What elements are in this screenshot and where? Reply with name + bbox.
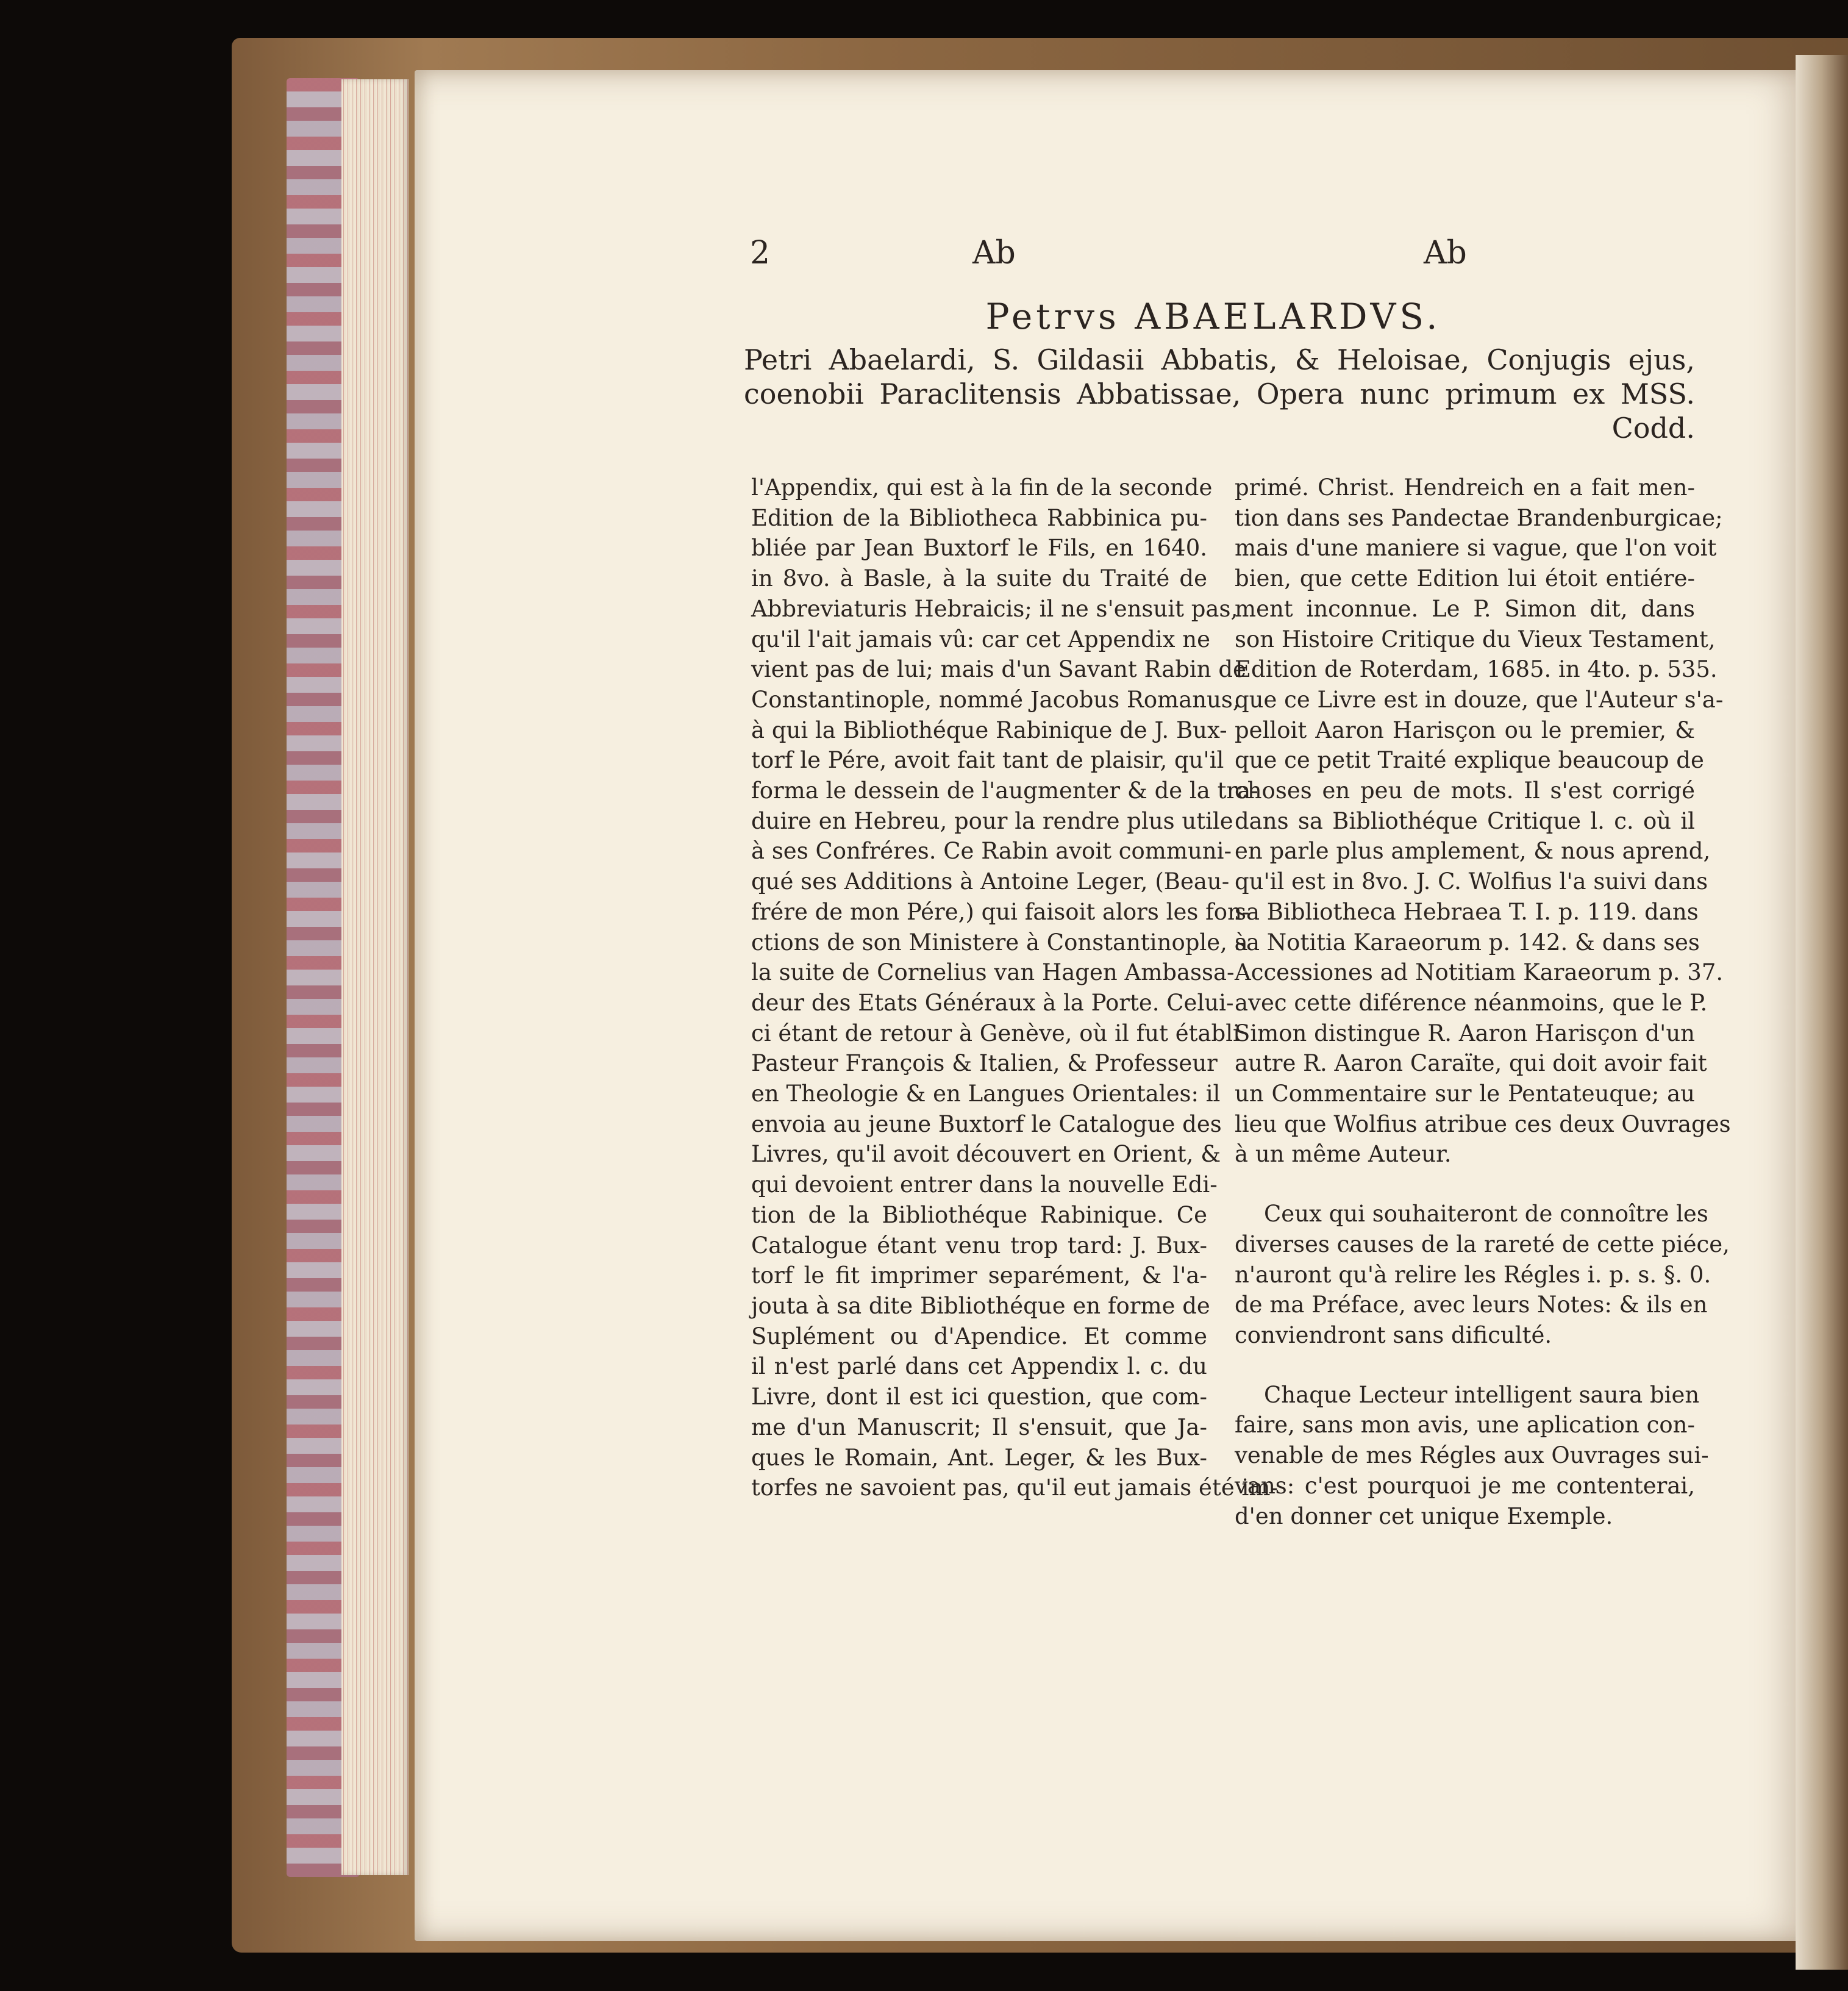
text-line: que ce Livre est in douze, que l'Auteur s'a- (1235, 686, 1724, 713)
text-line: jouta à sa dite Bibliothéque en forme de (751, 1292, 1210, 1319)
text-line: choses en peu de mots. Il s'est corrigé (1235, 777, 1695, 804)
text-line: à un même Auteur. (1235, 1141, 1452, 1168)
text-line: ci étant de retour à Genève, où il fut établi (751, 1020, 1240, 1046)
text-line: que ce petit Traité explique beaucoup de (1235, 747, 1704, 774)
text-line: qué ses Additions à Antoine Leger, (Beau- (751, 868, 1230, 895)
text-line: frére de mon Pére,) qui faisoit alors les fon- (751, 898, 1250, 925)
text-line: Ceux qui souhaiteront de connoître les (1264, 1201, 1708, 1228)
text-line: in 8vo. à Basle, à la suite du Traité de (751, 565, 1207, 592)
text-line: duire en Hebreu, pour la rendre plus utile (751, 807, 1233, 834)
text-line: en Theologie & en Langues Orientales: il (751, 1081, 1221, 1107)
text-line: Accessiones ad Notitiam Karaeorum p. 37. (1235, 959, 1724, 986)
page-number: 2 (750, 235, 771, 271)
text-line: lieu que Wolfius atribue ces deux Ouvrages (1235, 1110, 1731, 1137)
text-line: en parle plus amplement, & nous aprend, (1235, 838, 1711, 865)
text-line: sa Notitia Karaeorum p. 142. & dans ses (1235, 929, 1700, 956)
text-line: d'en donner cet unique Exemple. (1235, 1503, 1613, 1529)
text-line: sa Bibliotheca Hebraea T. I. p. 119. dans (1235, 898, 1699, 925)
running-head-right: Ab (1424, 235, 1467, 271)
text-line: torfes ne savoient pas, qu'il eut jamais été im- (751, 1474, 1278, 1501)
text-line: Abbreviaturis Hebraicis; il ne s'ensuit pas, (751, 595, 1238, 622)
text-line: son Histoire Critique du Vieux Testament, (1235, 626, 1716, 652)
text-line: vans: c'est pourquoi je me contenterai, (1235, 1472, 1695, 1499)
page-edges (341, 79, 408, 1875)
text-line: pelloit Aaron Harisçon ou le premier, & (1235, 717, 1695, 743)
text-line: la suite de Cornelius van Hagen Ambassa- (751, 959, 1235, 986)
text-line: à qui la Bibliothéque Rabinique de J. Bux- (751, 717, 1227, 743)
text-line: faire, sans mon avis, une aplication con- (1235, 1412, 1695, 1439)
text-column-right (1235, 473, 1731, 1531)
text-line: à ses Confréres. Ce Rabin avoit communi- (751, 838, 1232, 865)
entry-subtitle: Petri Abaelardi, S. Gildasii Abbatis, & Heloisae, Conjugis ejus, coenobii Paraclitensis Abbatissae, Opera nunc primum ex MSS. Codd. (744, 343, 1695, 445)
text-line: de ma Préface, avec leurs Notes: & ils en (1235, 1292, 1708, 1318)
text-line: envoia au jeune Buxtorf le Catalogue des (751, 1110, 1222, 1137)
text-line: torf le Pére, avoit fait tant de plaisir, qu'il (751, 747, 1224, 774)
text-line: diverses causes de la rareté de cette piéce, (1235, 1231, 1730, 1257)
text-line: un Commentaire sur le Pentateuque; au (1235, 1081, 1695, 1107)
text-line: venable de mes Régles aux Ouvrages sui- (1235, 1442, 1709, 1469)
text-line: Livres, qu'il avoit découvert en Orient, & (751, 1141, 1221, 1168)
text-line: Edition de Roterdam, 1685. in 4to. p. 535. (1235, 656, 1718, 683)
paragraph-gap (1235, 1351, 1695, 1380)
text-line: Simon distingue R. Aaron Harisçon d'un (1235, 1020, 1695, 1046)
text-line: forma le dessein de l'augmenter & de la tra- (751, 777, 1258, 804)
text-line: qui devoient entrer dans la nouvelle Edi- (751, 1171, 1218, 1198)
text-line: tion dans ses Pandectae Brandenburgicae; (1235, 504, 1723, 531)
running-head-left: Ab (972, 235, 1016, 271)
text-line: conviendront sans dificulté. (1235, 1321, 1552, 1348)
paragraph-gap (1235, 1170, 1695, 1199)
text-line: Catalogue étant venu trop tard: J. Bux- (751, 1232, 1207, 1259)
text-line: Chaque Lecteur intelligent saura bien (1264, 1381, 1700, 1408)
entry-title: Petrvs ABAELARDVS. (985, 296, 1441, 337)
text-line: qu'il est in 8vo. J. C. Wolfius l'a suivi dans (1235, 868, 1708, 895)
text-line: deur des Etats Généraux à la Porte. Celui- (751, 989, 1234, 1016)
text-line: bliée par Jean Buxtorf le Fils, en 1640. (751, 535, 1207, 562)
text-line: Livre, dont il est ici question, que com- (751, 1384, 1207, 1410)
text-line: bien, que cette Edition lui étoit entiére- (1235, 565, 1695, 592)
text-line: dans sa Bibliothéque Critique l. c. où il (1235, 807, 1695, 834)
text-line: Pasteur François & Italien, & Professeur (751, 1050, 1218, 1077)
text-line: qu'il l'ait jamais vû: car cet Appendix ne (751, 626, 1211, 652)
text-line: avec cette diférence néanmoins, que le P. (1235, 989, 1708, 1016)
text-line: torf le fit imprimer separément, & l'a- (751, 1262, 1207, 1289)
book-gutter (1796, 55, 1848, 1970)
text-line: Suplément ou d'Apendice. Et comme (751, 1323, 1207, 1349)
text-line: ment inconnue. Le P. Simon dit, dans (1235, 595, 1695, 622)
text-line: il n'est parlé dans cet Appendix l. c. du (751, 1353, 1207, 1380)
text-line: ctions de son Ministere à Constantinople, à (751, 929, 1248, 956)
text-line: mais d'une maniere si vague, que l'on voit (1235, 535, 1717, 562)
text-line: n'auront qu'à relire les Régles i. p. s. §. 0. (1235, 1261, 1711, 1288)
text-line: autre R. Aaron Caraïte, qui doit avoir fait (1235, 1050, 1707, 1077)
text-line: Constantinople, nommé Jacobus Romanus, (751, 686, 1240, 713)
text-line: primé. Christ. Hendreich en a fait men- (1235, 474, 1695, 501)
text-line: me d'un Manuscrit; Il s'ensuit, que Ja- (751, 1414, 1207, 1440)
text-line: Edition de la Bibliotheca Rabbinica pu- (751, 504, 1207, 531)
text-line: l'Appendix, qui est à la fin de la seconde (751, 474, 1213, 501)
text-line: tion de la Bibliothéque Rabinique. Ce (751, 1201, 1207, 1228)
text-line: ques le Romain, Ant. Leger, & les Bux- (751, 1444, 1207, 1471)
text-column-left (751, 473, 1278, 1503)
text-line: vient pas de lui; mais d'un Savant Rabin de (751, 656, 1246, 683)
